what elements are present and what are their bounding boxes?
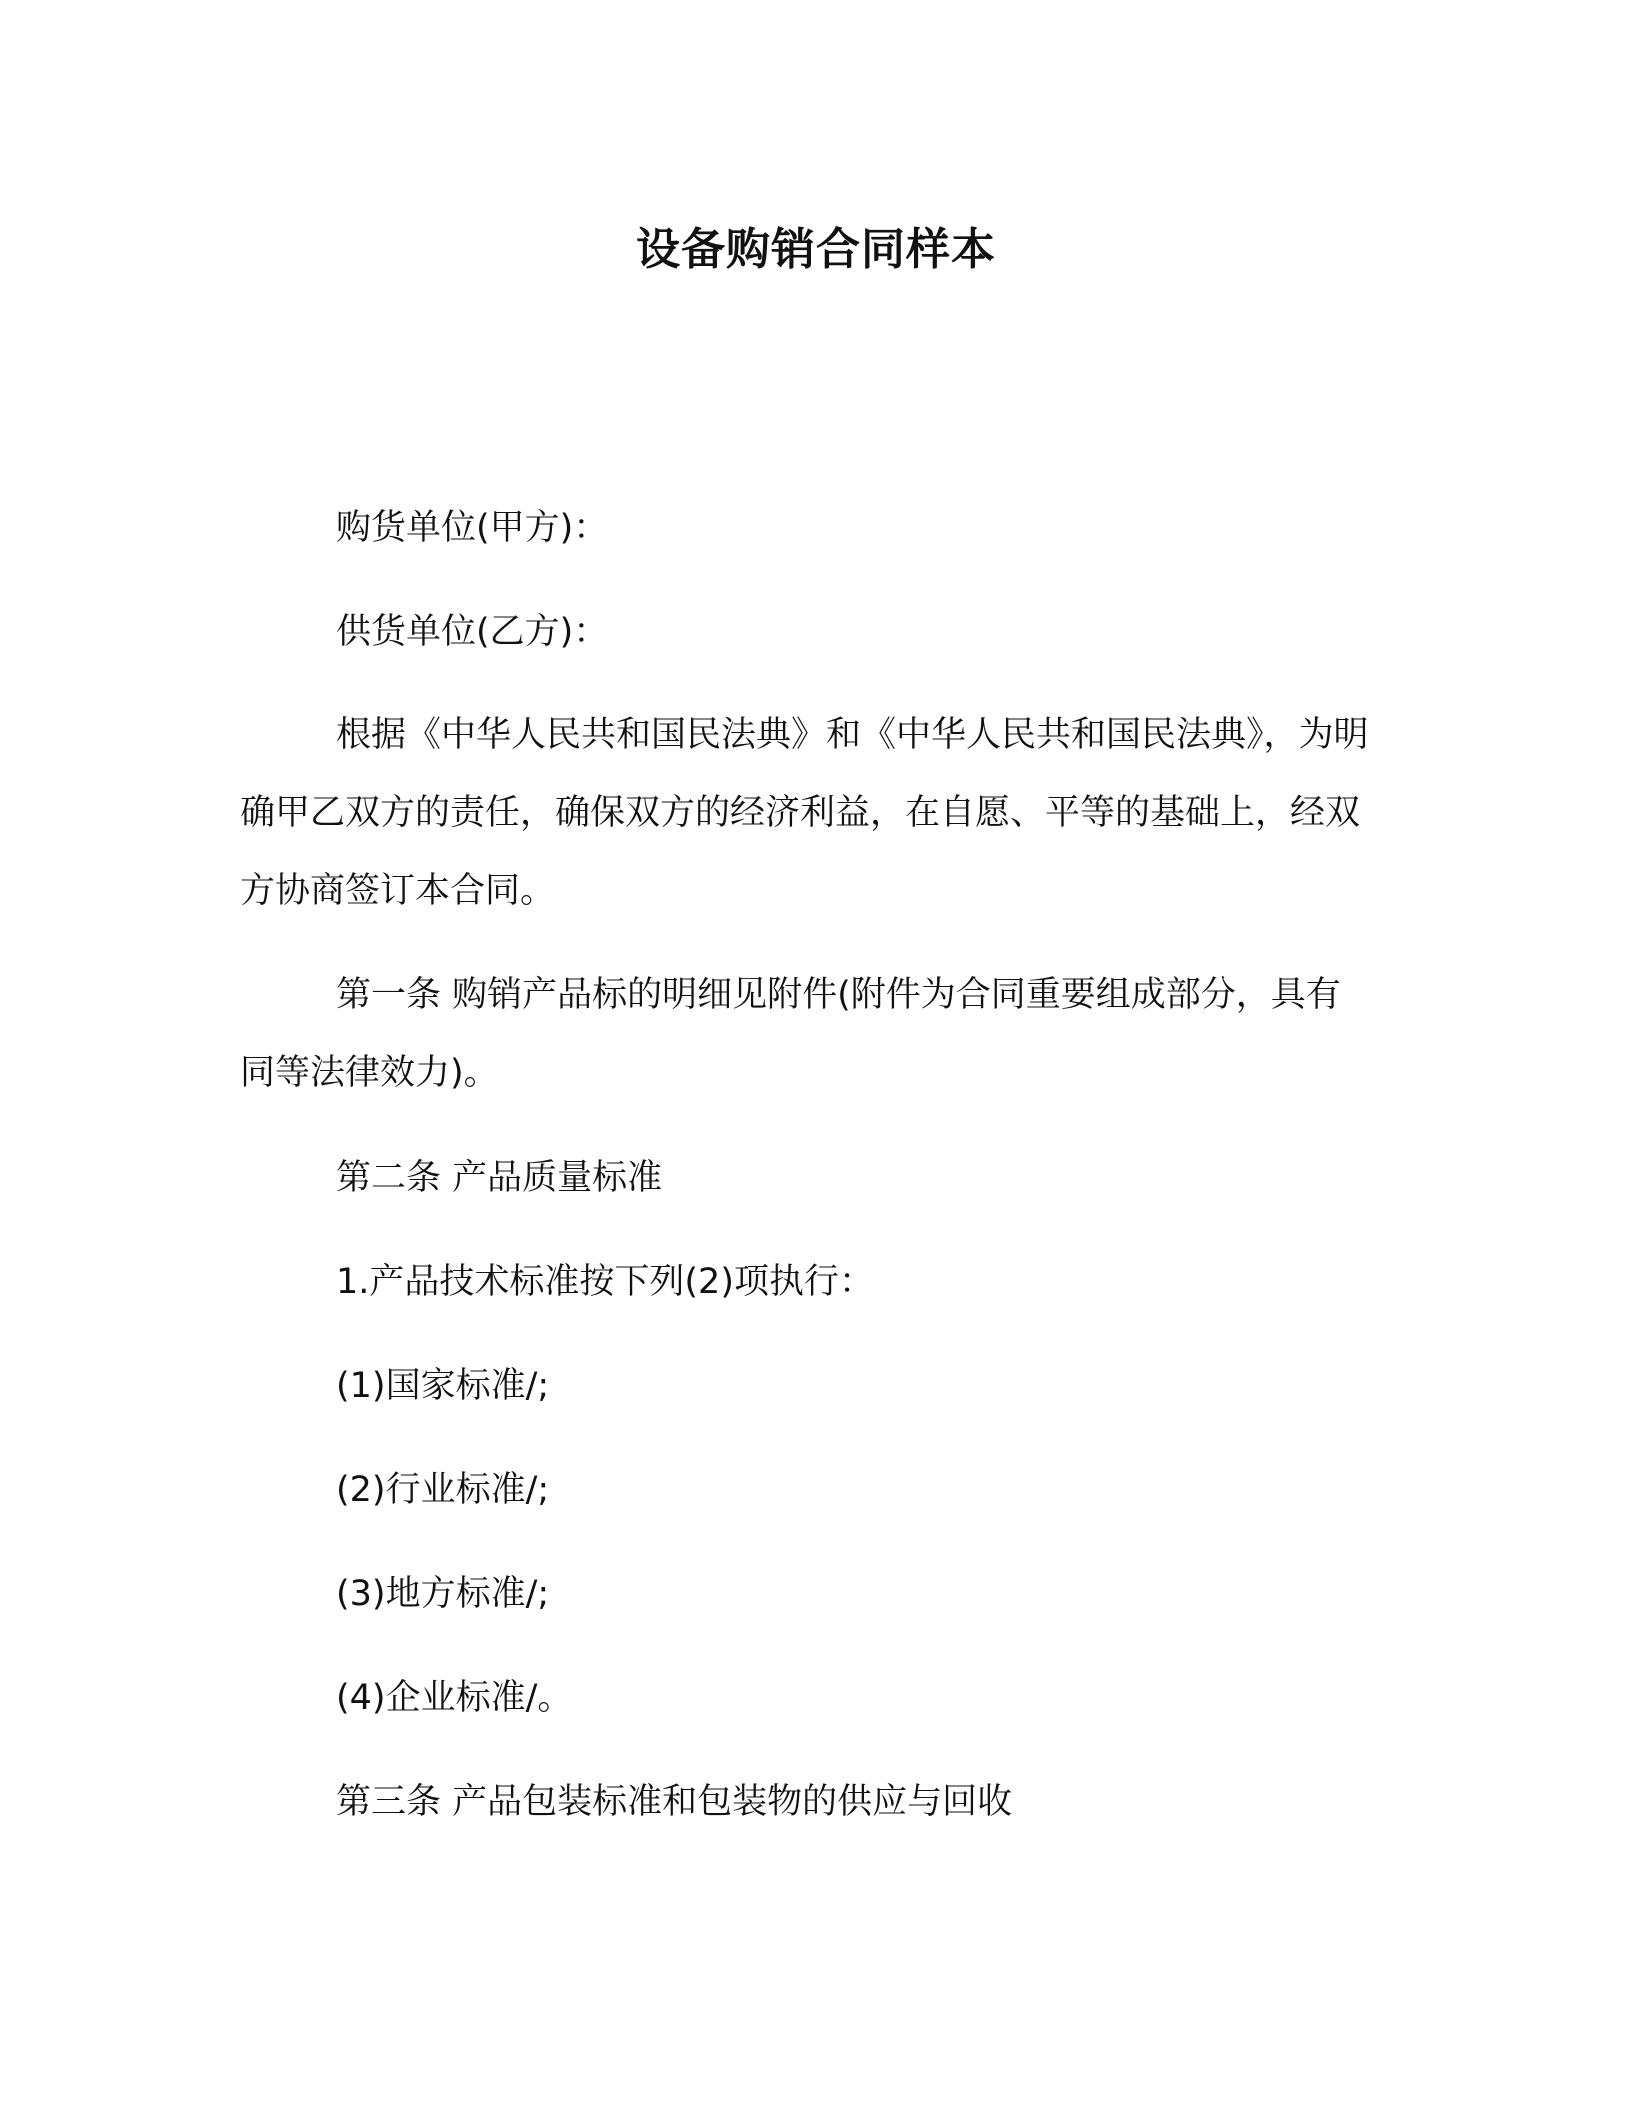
article-two-heading: 第二条 产品质量标准 <box>336 1158 663 1198</box>
buyer-line: 购货单位(甲方)： <box>336 508 609 548</box>
standard-option-2: (2)行业标准/; <box>336 1470 550 1510</box>
preamble-paragraph: 根据《中华人民共和国民法典》和《中华人民共和国民法典》，为明确甲乙双方的责任，确保双方的经济利益，在自愿、平等的基础上，经双方协商签订本合同。 <box>240 715 1369 911</box>
document-title: 设备购销合同样本 <box>636 224 996 275</box>
standard-option-1: (1)国家标准/; <box>336 1366 550 1406</box>
article-three-heading: 第三条 产品包装标准和包装物的供应与回收 <box>336 1782 1013 1822</box>
article-one: 第一条 购销产品标的明细见附件(附件为合同重要组成部分，具有同等法律效力)。 <box>240 975 1341 1093</box>
seller-line: 供货单位(乙方)： <box>336 612 609 652</box>
document-body <box>240 488 1370 1866</box>
standard-option-3: (3)地方标准/; <box>336 1574 550 1614</box>
standard-option-4: (4)企业标准/。 <box>336 1678 573 1718</box>
quality-standard-clause: 1.产品技术标准按下列(2)项执行： <box>336 1262 874 1302</box>
